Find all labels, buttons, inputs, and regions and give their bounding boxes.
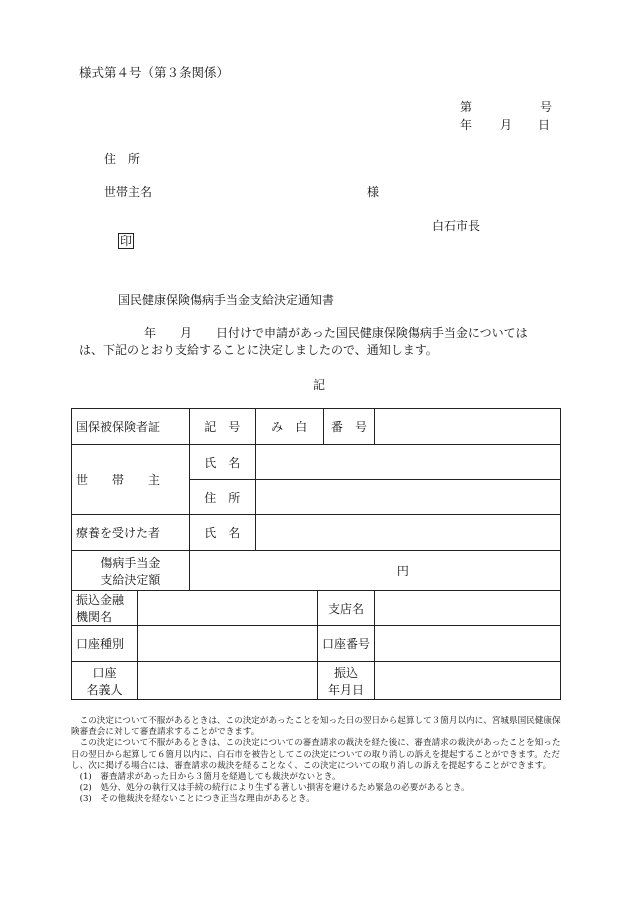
number-suffix: 号 [540,100,553,114]
patient-label: 療養を受けた者 [72,515,190,551]
note-paragraph-1: この決定について不服があるときは、この決定があったことを知った日の翌日から起算して３箇月以内に、宮城県国民健康保険審査会に対して審査請求することができます。 [71,716,561,738]
account-type-value[interactable] [137,626,317,662]
form-id: 様式第４号（第３条関係） [79,65,230,80]
amount-label [72,551,190,591]
account-number-value[interactable] [375,626,561,662]
note-item-3: (3) その他裁決を経ないことにつき正当な理由があるとき。 [79,794,315,805]
transfer-date-label-line-2: 年月日 [328,682,365,697]
bank-label [72,591,138,626]
patient-name-value[interactable] [255,515,560,551]
bank-label-line-2: 機関名 [76,610,113,624]
body-line-1: 年 月 日付けで申請があった国民健康保険傷病手当金については [144,326,528,340]
bango-label: 番 号 [323,409,375,445]
amount-label-line-1: 傷病手当金 [100,555,161,570]
transfer-date-value[interactable] [375,662,561,700]
household-name-value[interactable] [255,445,560,480]
household-address-label: 住 所 [189,480,255,515]
recipient-address-label: 住 所 [104,152,141,166]
appeal-notes [71,716,563,806]
transfer-date-label [317,662,375,700]
household-head-label: 世 帯 主 [72,445,190,515]
account-holder-value[interactable] [137,662,317,700]
kigo-value: み 白 [255,409,323,445]
seal-mark: 印 [120,234,133,248]
decision-table [71,408,561,700]
recipient-household-head-label: 世帯主名 [104,185,153,199]
bank-label-line-1: 振込金融 [76,593,125,607]
household-address-value[interactable] [255,480,560,515]
date-month: 月 [500,118,513,132]
account-type-label: 口座種別 [72,626,138,662]
amount-value[interactable] [189,551,560,591]
account-number-label: 口座番号 [317,626,375,662]
account-holder-label-line-1: 口座 [92,665,117,680]
note-paragraph-2: この決定について不服があるときは、この決定についての審査請求の裁決を経た後に、審査請求の裁決があったことを知った日の翌日から起算して６箇月以内に、白石市を被告としてこの決定についての取り消しの訴えを提起することができます。ただし、次に掲げる場合には、審査請求の裁決を経ることなく、この決定についての取り消しの訴えを提起することができます。 [71,738,561,771]
body-line-2: は、下記のとおり支給することに決定しましたので、通知します。 [79,343,438,357]
insured-card-label: 国保被保険者証 [72,409,190,445]
bango-value[interactable] [375,409,561,445]
branch-label: 支店名 [317,591,375,626]
patient-name-label: 氏 名 [189,515,255,551]
bank-value[interactable] [137,591,317,626]
account-holder-label [72,662,138,700]
account-holder-label-line-2: 名義人 [86,682,123,697]
kigo-label: 記 号 [189,409,255,445]
honorific: 様 [367,185,380,199]
issuer-title: 白石市長 [432,219,481,233]
doc-title: 国民健康保険傷病手当金支給決定通知書 [118,293,335,307]
household-name-label: 氏 名 [189,445,255,480]
ki-label: 記 [313,378,326,392]
note-item-1: (1) 審査請求があった日から３箇月を経過しても裁決がないとき。 [79,772,341,783]
number-prefix: 第 [460,100,473,114]
amount-label-line-2: 支給決定額 [100,572,161,587]
transfer-date-label-line-1: 振込 [334,665,359,680]
branch-value[interactable] [375,591,561,626]
date-day: 日 [538,118,551,132]
note-item-2: (2) 処分、処分の執行又は手続の続行により生ずる著しい損害を避けるため緊急の必要があるとき。 [79,783,470,794]
yen-unit: 円 [396,564,409,578]
date-year: 年 [460,118,473,132]
